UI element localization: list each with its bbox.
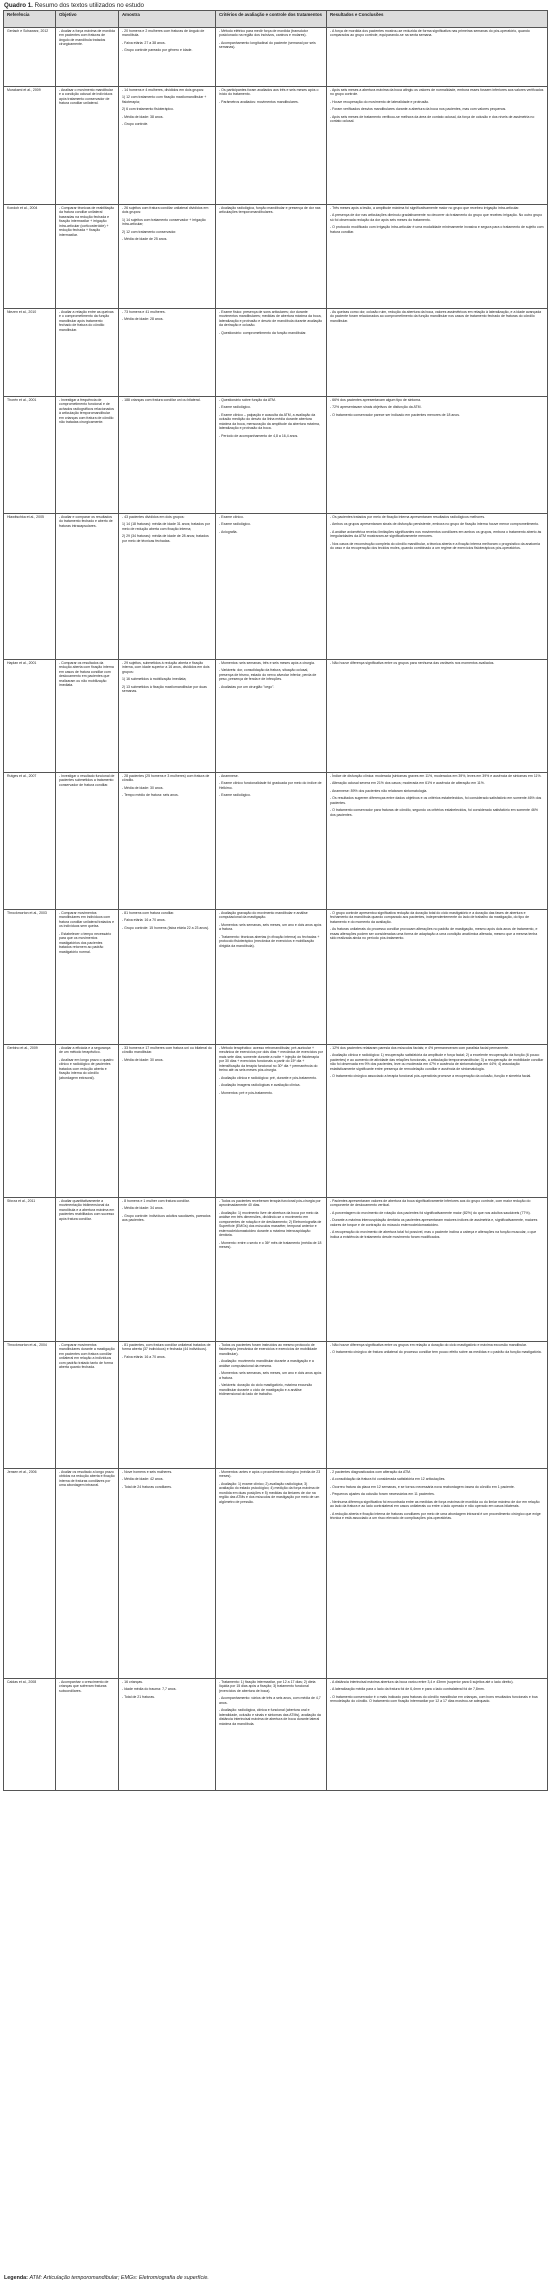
cell-paragraph: - A porcentagem do movimento de rotação dos pacientes foi significativamente maior (82%) do que nos adultos saudáveis (77%). [330, 1210, 531, 1215]
results-cell [327, 87, 548, 205]
cell-paragraph: - Avaliar quantitativamente a movimentação tridimensional da mandíbula e a abertura máxima em pacientes reabilitados com sucesso após fratura condilar. [59, 1199, 115, 1221]
criteria-cell [216, 660, 327, 773]
cell-paragraph: - Nenhuma diferença significativa foi encontrada entre as medidas de força máxima de mordida ou do limiar máximo de dor em relação ao lado da fratura e ao lado contralateral em casos unilaterais ou entre o lado operado e não operado em casos bilaterais. [330, 1499, 540, 1509]
cell-paragraph: 2) 12 com tratamento conservador. [122, 229, 177, 234]
reference-cell: Thorén et al., 2001 [4, 397, 56, 514]
criteria-cell [216, 1342, 327, 1469]
cell-paragraph: - Após seis meses de tratamento verificou-se melhora da área de contato oclusal, da força de oclusão e dos níveis de assimetria no contato oclusal. [330, 114, 535, 124]
reference-cell: Niezen et al., 2010 [4, 309, 56, 397]
cell-paragraph: - 14 homens e 4 mulheres, divididos em dois grupos: [122, 88, 205, 92]
cell-paragraph: - A distância interincisal máxima abertura da boca variou entre 3,4 e 43mm (superior para 6 sujeitos até o lado direito). [330, 1680, 514, 1684]
results-cell [327, 660, 548, 773]
cell-paragraph: - A análise axiométrica revelou limitações significantes nos movimentos condilares em ambos os grupos, embora o tratamento aberto às irregularidades da ATM mostraram-se significativamente menores. [330, 529, 542, 539]
objective-cell [56, 1342, 119, 1469]
column-header: Resultados e Conclusões [327, 11, 548, 28]
sample-cell [119, 660, 216, 773]
cell-paragraph: - A força de mordida dos pacientes mostrou-se reduzida de forma significativa nas primeiras semanas do pós-operatório, quando comparados ao grupo controle, equiparando-se na sexta semana. [330, 29, 530, 38]
cell-paragraph: 1) 14 (18 fraturas): média de idade 31 anos; tratados por meio de redução aberta com fixação interna; [122, 522, 210, 531]
cell-paragraph: - 188 crianças com fratura condilar uni ou bilateral. [122, 398, 201, 402]
objective-cell [56, 1469, 119, 1679]
cell-paragraph: - A recuperação do movimento de abertura total foi possível, mas o paciente inclina a cabeça e alterações na função muscular, o que indica a existência de tratamento desde movimento foram modificados. [330, 1230, 537, 1239]
table-row [4, 309, 548, 397]
cell-paragraph: - Média de idade: 30 anos. [122, 1057, 164, 1062]
results-cell [327, 309, 548, 397]
reference-cell: Gerbino et al., 2009 [4, 1045, 56, 1198]
objective-cell [56, 514, 119, 660]
cell-paragraph: 2) 13 submetidos à fixação maxilomandibular por duas semanas. [122, 684, 207, 694]
sample-cell [119, 87, 216, 205]
cell-paragraph: - Faixa etária: 16 a 70 anos. [122, 918, 166, 923]
table-row [4, 1342, 548, 1469]
table-row [4, 397, 548, 514]
cell-paragraph: - Questionário sobre função da ATM. [219, 398, 276, 402]
cell-paragraph: - Avaliação radiológica, função mandibular e presença de dor nas articulações temporomandibulares. [219, 206, 321, 215]
cell-paragraph: - 33 homens e 17 mulheres com fratura uni ou bilateral do côndilo mandibular. [122, 1046, 212, 1055]
table-row [4, 28, 548, 87]
cell-paragraph: - O tratamento conservador é o mais indicado para fraturas do côndilo mandibular em crianças, com bons resultados funcionais e boa remodelação do côndilo. O tratamento com fixação intermaxilar por 12 a 17 dias mostrou-se adequado. [330, 1694, 538, 1704]
cell-paragraph: - Nos casos de reconstrução completa do côndilo mandibular, a técnica aberta e a fixação interna melhoram o prognóstico da anatomia do osso e da recuperação dos tecidos moles, quando combinado a um regime de exercícios fisioterápicos pós-operatórios. [330, 541, 540, 551]
cell-paragraph: - 81 homens com fratura condilar. [122, 911, 175, 915]
criteria-cell [216, 87, 327, 205]
cell-paragraph: - Houve recuperação do movimento de lateralidade e protrusão. [330, 99, 430, 104]
cell-paragraph: 1) 12 com tratamento com fixação maxilomandibular + fisioterapia; [122, 95, 207, 104]
criteria-cell [216, 1679, 327, 1791]
sample-cell [119, 1045, 216, 1198]
criteria-cell [216, 28, 327, 87]
cell-paragraph: - Ambos os grupos apresentaram sinais de disfunção persistente, embora no grupo de fixação interna houve menor comprometimento. [330, 522, 540, 527]
results-cell [327, 773, 548, 910]
cell-paragraph: - A lateralização média para o lado da fratura foi de 6,4mm e para o lado contralateral foi de 7,8mm. [330, 1687, 485, 1692]
cell-paragraph: - 72% apresentavam sinais objetivos de disfunção da ATM. [330, 405, 422, 410]
criteria-cell [216, 1045, 327, 1198]
results-cell [327, 28, 548, 87]
cell-paragraph: - 43 pacientes divididos em dois grupos: [122, 515, 185, 519]
cell-paragraph: - Exame clínico – palpação e ausculta da ATM, a avaliação da oclusão medição do desvio da linha média durante abertura máxima da boca, mensuração da amplitude da abertura máxima, lateralização e protrusão da boca. [219, 412, 320, 431]
criteria-cell [216, 1469, 327, 1679]
cell-paragraph: - Alteração oclusal severa em 21% dos casos; moderada em 61% e ausência de alteração em 11%. [330, 781, 485, 786]
cell-paragraph: - Anamnese. [219, 774, 239, 778]
results-cell [327, 205, 548, 309]
cell-paragraph: - 2 pacientes diagnosticados com alteração da ATM. [330, 1470, 412, 1474]
cell-paragraph: - Ocorreu fratura da placa em 12 semanas, e se tornou necessária nova reabordagem óssea do côndilo em 1 paciente. [330, 1484, 515, 1489]
sample-cell [119, 309, 216, 397]
criteria-cell [216, 1198, 327, 1342]
cell-paragraph: - Total de 21 fraturas. [122, 1694, 156, 1699]
cell-paragraph: - Avaliar a eficácia e a segurança de um método terapêutico. [59, 1046, 111, 1055]
results-cell [327, 910, 548, 1045]
reference-cell: Throckmorton et al., 2004 [4, 1342, 56, 1469]
cell-paragraph: - Os resultados sugerem diferenças entre dados objetivos e os critérios estabelecidos, foi considerado satisfatório em somente 46% dos pacientes. [330, 796, 542, 805]
cell-paragraph: - Nove homens e seis mulheres. [122, 1470, 173, 1474]
cell-paragraph: - Avaliação gravação do movimento mandibular e análise computacional da mastigação. [219, 911, 308, 920]
cell-paragraph: - Os participantes foram avaliados aos três e seis meses após o início do tratamento. [219, 88, 319, 97]
reference-cell: Kondoh et al., 2004 [4, 205, 56, 309]
cell-paragraph: - Avaliar a força máxima de mordida em pacientes com fraturas de ângulo de mandíbula tratados cirurgicamente. [59, 29, 115, 47]
results-cell [327, 1679, 548, 1791]
cell-paragraph: - Todos os pacientes receberam terapia funcional pós-cirurgia por aproximadamente 40 dias. [219, 1199, 321, 1208]
cell-paragraph: - Avaliação: 1) exame clínico; 2) avaliação radiológica; 3) avaliação do estado psicológico; 4) medição da força máxima de mordida em duas posições e 5) medidas da limiares de dor na região das ATMs e dos músculos de mastigação por meio de um algômetro de pressão. [219, 1481, 320, 1504]
cell-paragraph: 2) 29 (34 fraturas): média de idade de 28 anos; tratados por meio de técnicas fechadas. [122, 534, 209, 543]
cell-paragraph: - Avaliar os resultado a longo prazo obtidos na redução aberta e fixação interna de fraturas condilares por uma abordagem intraoral. [59, 1470, 115, 1488]
cell-paragraph: - Avaliação: radiológica, clínica e funcional (abertura oral e lateralidade, oclusão e sinais e sintomas das ATMs), avaliação da distância interincisal máxima de abertura de boca durante lateral máxima da mandíbula. [219, 1708, 321, 1726]
cell-paragraph: - Variáveis: duração do ciclo mastigatório, máxima excursão mandibular durante o ciclo de mastigação e a análise tridimensional do lado de trabalho. [219, 1383, 313, 1397]
cell-paragraph: - Estabelecer o tempo necessário para que os movimentos mastigatórios dos pacientes tratados retornem ao padrão mastigatório normal. [59, 931, 112, 954]
cell-paragraph: - Investigar a frequência de comprometimento funcional e de achados radiográficos relacionados à articulação temporomandibular em crianças com fratura de côndilo não tratadas cirurgicamente. [59, 398, 115, 425]
table-row [4, 87, 548, 205]
table-row [4, 1198, 548, 1342]
cell-paragraph: - 28 pacientes (25 homens e 3 mulheres) com fratura de côndilo. [122, 774, 210, 783]
column-header: Referência [4, 11, 56, 28]
sample-cell [119, 514, 216, 660]
table-row [4, 1679, 548, 1791]
objective-cell [56, 660, 119, 773]
sample-cell [119, 205, 216, 309]
cell-paragraph: - Analisar o movimento mandibular e a condição oclusal de indivíduos após tratamento conservador de fratura condilar unilateral. [59, 88, 113, 106]
objective-cell [56, 87, 119, 205]
sample-cell [119, 1469, 216, 1679]
cell-paragraph: - Anamnese: 89% dos pacientes não relataram sintomatologia. [330, 788, 428, 793]
cell-paragraph: - Método terapêutico: acesso retromandibular, pré-auricular + mecânica de exercícios por dois dias + mecânica de exercícios por mais sete dias; somente durante a noite + injeção de fisioterapia por 30 dias + exercícios funcionais a partir do 15º dia + intensificação da terapia funcional no 30º dia + permanência do treino até os seis meses pós-cirurgia. [219, 1046, 323, 1073]
cell-paragraph: - Exame físico: presença de sons articulares; dor durante movimentos mandibulares; medidas de abertura máxima da boca, lateralização e protrusão e desvio de mandíbula durante avaliação da deriração e oclusão. [219, 310, 323, 328]
cell-paragraph: - Investigar o resultado funcional de pacientes submetidos a tratamento conservador de fratura condilar. [59, 774, 115, 787]
cell-paragraph: - Exame clínico. [219, 515, 244, 519]
cell-paragraph: - Parâmetros avaliados: movimentos mandibulares. [219, 99, 299, 104]
cell-paragraph: - Tratamento: 1) fixação intermaxilar, por 12 a 17 dias; 2) dieta líquida por 15 dias após a fixação; 3) tratamento funcional (exercícios de abertura de boca). [219, 1680, 316, 1693]
studies-table [3, 10, 548, 1791]
results-cell [327, 1198, 548, 1342]
cell-paragraph: - Método elétrico para medir força de mordida (transdutor posicionado na região dos incisivos, caninos e molares). [219, 29, 308, 38]
cell-paragraph: - Faixa etária: 16 a 70 anos. [122, 1354, 166, 1359]
cell-paragraph: - Acompanhamento: vários de três a seis anos, com média de 4,7 anos. [219, 1696, 321, 1705]
cell-paragraph: - Média de idade: 42 anos. [122, 1477, 164, 1482]
results-cell [327, 1342, 548, 1469]
reference-cell: Rutges et al., 2007 [4, 773, 56, 910]
results-cell [327, 1469, 548, 1679]
cell-paragraph: - 26 sujeitos com fratura condilar unilateral divididos em dois grupos: [122, 206, 209, 215]
cell-paragraph: - 12% dos pacientes relataram paresia dos músculos faciais; e 4% permaneceram com paralisia facial permanente. [330, 1046, 509, 1050]
cell-paragraph: - Variáveis: dor, consolidação da fratura, situação oclusal, presença de trismo, estado do nervo alveolar inferior, perda de peso, presença de fenda e de infecções. [219, 668, 317, 682]
cell-paragraph: - Após seis meses a abertura máxima da boca atingiu os valores de normalidade, embora esses fossem inferiores aos valores verificados no grupo controle. [330, 88, 544, 97]
cell-paragraph: - Avaliação: 1) movimento livre de abertura da boca por meio da análise em três dimensões, dividindo-se o movimento em componentes de rotação e de deslizamento; 2) Eletromiografia de Superfície (EMGs) dos músculos masséter, temporal anterior e esternocleidomastoideo durante a máxima intercuspidação dentária. [219, 1210, 322, 1238]
cell-paragraph: - Média de idade de 25 anos. [122, 237, 168, 242]
cell-paragraph: - Momentos: antes e após o procedimento cirúrgico (média de 23 meses). [219, 1470, 321, 1479]
cell-paragraph: - O tratamento conservador parece ser indicado em pacientes menores de 18 anos. [330, 412, 460, 417]
sample-cell [119, 1198, 216, 1342]
cell-paragraph: - 16 crianças. [122, 1680, 144, 1684]
cell-paragraph: - O protocolo modificado com irrigação intra-articular é uma modalidade minimamente invasiva e segura para o tratamento de sujeito com fratura condilar. [330, 225, 544, 234]
reference-cell: Murakami et al., 2009 [4, 87, 56, 205]
cell-paragraph: - Exame radiológico. [219, 522, 251, 527]
cell-paragraph: - Durante a máxima intercuspidação dentária os pacientes apresentaram maiores índices de assimetria e, significativamente, maiores valores de torque e de contração do músculo esternocleidomastoideo. [330, 1218, 538, 1227]
table-caption [4, 2, 144, 10]
cell-paragraph: - Exame radiológico. [219, 405, 251, 410]
header-row [4, 11, 548, 28]
cell-paragraph: - Média de idade: 38 anos. [122, 114, 164, 119]
cell-paragraph: - Não houve diferença significativa entre os grupos em relação a duração do ciclo mastigatório e máxima excursão mandibular. [330, 1343, 527, 1347]
sample-cell [119, 1342, 216, 1469]
cell-paragraph: - Momentos: seis semanas, seis meses, um ano e dois anos após a fratura. [219, 922, 322, 932]
cell-paragraph: - Total de 24 fraturas condilares. [122, 1484, 172, 1489]
legend-text: ATM: Articulação temporomandibular; EMGs: Eletromiografia de superfície. [29, 2275, 209, 2281]
objective-cell [56, 1679, 119, 1791]
cell-paragraph: - Grupo controle: indivíduos adultos saudáveis, pareados aos pacientes. [122, 1213, 211, 1223]
objective-cell [56, 773, 119, 910]
cell-paragraph: - 73 homens e 41 mulheres. [122, 310, 166, 314]
cell-paragraph: - Pequenos ajustes da oclusão foram necessários em 11 pacientes. [330, 1492, 435, 1497]
cell-paragraph: - Média de idade: 34 anos. [122, 1206, 164, 1211]
table-row [4, 773, 548, 910]
cell-paragraph: - Exame radiológico. [219, 793, 251, 798]
objective-cell [56, 28, 119, 87]
sample-cell [119, 1679, 216, 1791]
caption-label: Quadro 1. [4, 2, 33, 9]
cell-paragraph: - Grupo controle. [122, 122, 149, 127]
cell-paragraph: 1) 14 sujeitos com tratamento conservador + irrigação intra-articular; [122, 217, 206, 227]
cell-paragraph: - Avaliação clínica e radiológica: 1) recuperação satisfatória da amplitude e força facial; 2) a excelente recuperação da função (6 pouco pacientes) e ao aumento de atividade das relações funcionais, a articulação temporomandibular; 3) a recuperação de mobilidade condilar não foi observada em 9% dos pacientes, leve ou moderada em 47% e ausência de sintomatologia em 44%; 4) associação estatisticamente significante entre presença de remodelação condilar e ausência de sintomatologia. [330, 1053, 544, 1071]
cell-paragraph: - As queixas como dor, oclusão ruim, redução da abertura da boca, valores assimétricos em relação à lateralização, e a idade avançada do paciente foram relacionados ao comprometimento da função mandibular nos casos de tratamento fechado de fraturas do côndilo mandibular. [330, 310, 542, 323]
cell-paragraph: - Idade média do trauma: 7,7 anos. [122, 1687, 177, 1692]
cell-paragraph: - 29 sujeitos, submetidos à redução aberta e fixação interna, com idade superior a 16 anos, divididos em dois grupos: [122, 661, 210, 674]
caption-text: Resumo dos textos utilizados no estudo [34, 2, 144, 9]
sample-cell [119, 773, 216, 910]
objective-cell [56, 309, 119, 397]
cell-paragraph: - Todos os pacientes foram instruídos ao mesmo protocolo de fisioterapia (mecânica de exercícios e exercícios de mobilidade mandibular). [219, 1343, 318, 1356]
cell-paragraph: 1) 16 submetidos à mobilização imediata; [122, 677, 187, 682]
cell-paragraph: - Momento: entre o sexto e o 36º mês de tratamento (média de 18 meses). [219, 1240, 322, 1250]
cell-paragraph: - 8 homens e 1 mulher com fratura condilar. [122, 1199, 190, 1203]
sample-cell [119, 397, 216, 514]
results-cell [327, 397, 548, 514]
cell-paragraph: - Momentos: seis semanas, seis meses, um ano e dois anos após a fratura. [219, 1371, 322, 1380]
cell-paragraph: - A presença de dor nas articulações diminuiu gradativamente no decorrer do tratamento do grupo que recebeu irrigação. No outro grupo só foi observada redução da dor após seis meses do tratamento. [330, 213, 543, 222]
cell-paragraph: - O tratamento conservador para fraturas de côndilo, segundo os critérios estabelecidos, foi considerado satisfatório em somente 46% dos pacientes. [330, 808, 538, 817]
table-row [4, 514, 548, 660]
results-cell [327, 514, 548, 660]
cell-paragraph: - 81 pacientes, com fratura condilar unilateral tratados de forma aberta (37 indivíduos) e fechada (44 indivíduos). [122, 1343, 211, 1352]
cell-paragraph: - Três meses após a lesão, a amplitude máxima foi significativamente maior no grupo que recebeu irrigação intra-articular. [330, 206, 520, 210]
sample-cell [119, 28, 216, 87]
cell-paragraph: - Momentos: seis semanas, três e seis meses após a cirurgia. [219, 661, 315, 665]
objective-cell [56, 1198, 119, 1342]
cell-paragraph: - Comparar movimentos mandibulares durante a mastigação em pacientes com fratura condilar unilateral em relação a indivíduos com padrão tratado tanto de forma aberta quanto fechada. [59, 1343, 115, 1370]
cell-paragraph: - Comparar técnicas de reabilitação da fratura condilar unilateral baseadas na redução fechada e fixação intermaxilar + irrigação intra-articular (corticosteróide) + redução fechada + fixação intermaxilar. [59, 206, 115, 237]
table-row [4, 910, 548, 1045]
cell-paragraph: - Não houve diferença significativa entre os grupos para nenhuma das variáveis nos momentos avaliados. [330, 661, 495, 665]
cell-paragraph: - Avaliação imagens radiológicas e avaliação clínica. [219, 1083, 301, 1088]
cell-paragraph: - Pacientes apresentaram valores de abertura da boca significativamente inferiores aos do grupo controle, com maior redução do componente de deslocamento vertical. [330, 1199, 531, 1208]
column-header: Objetivo [56, 11, 119, 28]
objective-cell [56, 205, 119, 309]
cell-paragraph: - As fraturas unilaterais do processo condilar provocam alterações no padrão de mastigação, mesmo após dois anos de tratamento, e essas alterações podem ser consideradas uma forma de adaptação a uma condição anatômica alterada, mesmo que a mesma tenha sido realizada ainda no período pós-tratamento. [330, 927, 538, 941]
cell-paragraph: - Os pacientes tratados por meio de fixação interna apresentaram resultados radiológicos melhores. [330, 515, 486, 519]
cell-paragraph: - Acompanhar o crescimento de crianças que sofreram fraturas subcondilares. [59, 1680, 109, 1693]
reference-cell: Hlawitschka et al., 2005 [4, 514, 56, 660]
cell-paragraph: 2) 6 com tratamento fisioterápico. [122, 107, 174, 112]
reference-cell: Throckmorton et al., 2003 [4, 910, 56, 1045]
cell-paragraph: - Foram verificados desvios mandibulares durante a abertura da boca nos pacientes, mas com valores pequenos. [330, 107, 507, 112]
sample-cell [119, 910, 216, 1045]
cell-paragraph: - Tratamento: técnicas abertas (n=fixação interna) ou fechadas + protocolo fisioterápico (mecânica de exercícios e mobilização dirigida da mandíbula). [219, 934, 320, 948]
criteria-cell [216, 397, 327, 514]
legend [4, 2275, 209, 2282]
cell-paragraph: - A redução aberta e fixação interna de fraturas condilares por meio de uma abordagem intraoral é um procedimento cirúrgico que exige técnica e está associado a um risco elevado de complicações pós-operatórias. [330, 1511, 541, 1521]
cell-paragraph: - O grupo controle apresentou significativa redução da duração total do ciclo mastigatório e a duração das fases de abertura e fechamento da mandíbula quando comparado aos pacientes, independentemente do lado de trabalho da mastigação, do tipo de tratamento e do momento da avaliação. [330, 911, 530, 924]
cell-paragraph: - A consolidação da fratura foi considerada satisfatória em 12 articulações. [330, 1477, 446, 1482]
cell-paragraph: - Período de acompanhamento de 4,8 a 16,4 anos. [219, 433, 299, 438]
cell-paragraph: - Questionário: comprometimento da função mandibular. [219, 330, 307, 335]
cell-paragraph: - Momentos: pré e pós-tratamento. [219, 1090, 273, 1095]
criteria-cell [216, 309, 327, 397]
criteria-cell [216, 910, 327, 1045]
legend-label: Legenda: [4, 2275, 28, 2281]
cell-paragraph: - Grupo controle pareado por gênero e idade. [122, 48, 193, 53]
reference-cell: Haplan et al., 2001 [4, 660, 56, 773]
cell-paragraph: - Axiografia. [219, 529, 238, 534]
cell-paragraph: - Grupo controle: 15 homens (faixa etária 22 a 23 anos). [122, 925, 210, 930]
cell-paragraph: - Comparar movimentos mandibulares em indivíduos com fratura condilar unilateral tratados e os indivíduos sem queixa. [59, 911, 115, 929]
table-row [4, 205, 548, 309]
cell-paragraph: - 66% dos pacientes apresentavam algum tipo de sintoma. [330, 398, 422, 402]
criteria-cell [216, 514, 327, 660]
criteria-cell [216, 773, 327, 910]
cell-paragraph: - O tratamento cirúrgico de fratura unilateral do processo condilar tem pouco efeito sobre as medidas e o padrão da função mastigatória. [330, 1350, 542, 1355]
table-row [4, 1045, 548, 1198]
cell-paragraph: - Avaliadas por um cirurgião "cego". [219, 684, 275, 689]
cell-paragraph: - Avaliar e comparar os resultados do tratamento fechado e aberto de fraturas intracapsulares. [59, 515, 113, 528]
objective-cell [56, 910, 119, 1045]
cell-paragraph: - Exame clínico funcionalidade foi graduada por meio do índice de Helkimo. [219, 781, 322, 790]
column-header: Critérios de avaliação e controle dos tratamentos [216, 11, 327, 28]
column-header: Amostra [119, 11, 216, 28]
cell-paragraph: - Tempo médio de fratura: seis anos. [122, 793, 179, 798]
cell-paragraph: - Analisar em longo prazo o quadro clínico e radiológico de pacientes tratados com redução aberta e fixação interna do côndilo (abordagem extraoral). [59, 1057, 114, 1080]
cell-paragraph: - Faixa etária: 27 a 38 anos. [122, 40, 166, 45]
cell-paragraph: - Avaliação: movimento mandibular durante a mastigação e a análise computacional da mesma. [219, 1359, 314, 1368]
cell-paragraph: - O tratamento cirúrgico associado a terapia funcional pós-operatória promove a recuperação da oclusão, função e simetria facial. [330, 1074, 532, 1079]
cell-paragraph: - Índice de disfunção clínica: moderada (sintomas graves em 11%, moderados em 39%, leves em 39% e ausência de sintomas em 11%. [330, 774, 542, 778]
cell-paragraph: - Média de idade: 28 anos. [122, 317, 164, 322]
table-body [4, 28, 548, 1791]
reference-cell: Sforza et al., 2011 [4, 1198, 56, 1342]
reference-cell: Gerlach e Schawarz, 2012 [4, 28, 56, 87]
cell-paragraph: - Avaliar a relação entre as queixas e o comprometimento da função mandibular após tratamento fechado de fratura do côndilo mandibular. [59, 310, 114, 332]
reference-cell: Caldas et al., 2008 [4, 1679, 56, 1791]
objective-cell [56, 397, 119, 514]
cell-paragraph: - Comparar os resultados da redução aberta com fixação interna em casos de fratura condilar com deslocamento em pacientes que realizaram ou não mobilização imediata. [59, 661, 114, 688]
objective-cell [56, 1045, 119, 1198]
results-cell [327, 1045, 548, 1198]
table-row [4, 660, 548, 773]
cell-paragraph: - 20 homens e 2 mulheres com fraturas de ângulo de mandíbula. [122, 29, 205, 38]
criteria-cell [216, 205, 327, 309]
table-row [4, 1469, 548, 1679]
cell-paragraph: - Avaliação clínica e radiológica: pré, durante e pós-tratamento. [219, 1075, 317, 1080]
cell-paragraph: - Acompanhamento longitudinal do paciente (semanal por seis semanas). [219, 40, 316, 50]
reference-cell: Jensen et al., 2006 [4, 1469, 56, 1679]
cell-paragraph: - Média de idade: 30 anos. [122, 785, 164, 790]
